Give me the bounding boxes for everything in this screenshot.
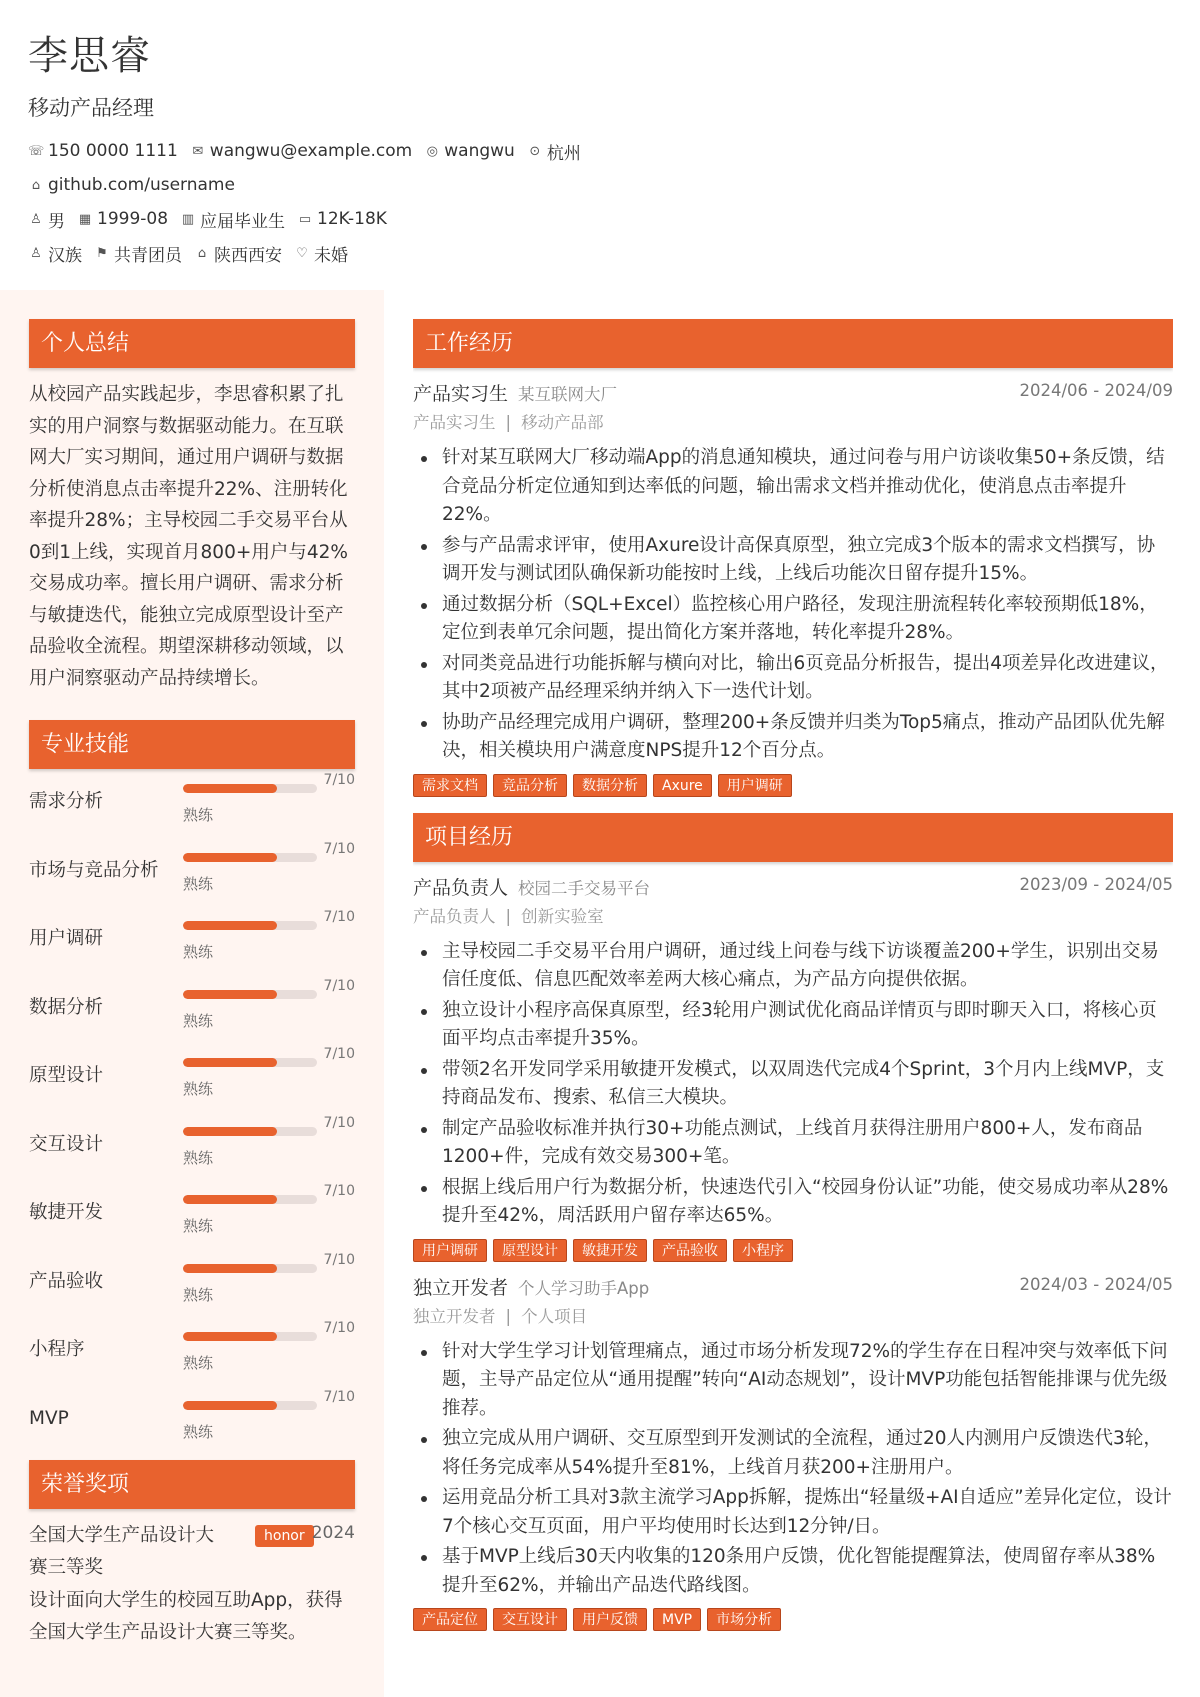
entry-separator: | — [505, 1306, 512, 1326]
skill-score: 7/10 — [323, 977, 355, 994]
bullet-item: 独立设计小程序高保真原型，经3轮用户测试优化商品详情页与即时聊天入口，将核心页面平均点击率提升35%。 — [413, 997, 1173, 1054]
ethnicity-item — [28, 241, 82, 266]
skill-bar — [183, 921, 317, 930]
entry-organization: 校园二手交易平台 — [518, 878, 651, 898]
entry-tags — [413, 774, 1173, 797]
entry-date: 2024/03 - 2024/05 — [1019, 1274, 1173, 1294]
skill-meter — [183, 1115, 355, 1173]
skill-row — [29, 1317, 355, 1386]
gender-item — [28, 207, 65, 232]
resume-header — [0, 0, 1200, 290]
location-pin-icon: ⊙ — [529, 143, 541, 159]
bullet-item: 协助产品经理完成用户调研，整理200+条反馈并归类为Top5痛点，推动产品团队优先解决，相关模块用户满意度NPS提升12个百分点。 — [413, 709, 1173, 766]
bullet-item: 针对大学生学习计划管理痛点，通过市场分析发现72%的学生存在日程冲突与效率低下问题，主导产品定位从“通用提醒”转向“AI动态规划”，设计MVP功能包括智能排课与优先级推荐。 — [413, 1338, 1173, 1424]
skill-score: 7/10 — [323, 1320, 355, 1336]
skill-bar-fill — [183, 1127, 277, 1136]
ethnicity-text: 汉族 — [48, 245, 82, 266]
skill-tag: 用户调研 — [413, 1239, 487, 1262]
honor-description: 设计面向大学生的校园互助App，获得全国大学生产品设计大赛三等奖。 — [29, 1590, 343, 1643]
skill-name: 敏捷开发 — [29, 1202, 104, 1223]
entry-organization: 个人学习助手App — [518, 1278, 650, 1298]
skill-level: 熟练 — [183, 1422, 214, 1441]
skill-level: 熟练 — [183, 806, 214, 824]
email-text: wangwu@example.com — [209, 141, 413, 161]
github-item[interactable] — [28, 175, 235, 195]
skill-tag: 原型设计 — [493, 1239, 567, 1262]
experience-entry — [413, 379, 1173, 797]
project-entries — [413, 873, 1173, 1632]
political-text: 共青团员 — [114, 245, 182, 266]
skill-name: 需求分析 — [29, 791, 104, 812]
right-column — [413, 290, 1173, 1697]
skill-level: 熟练 — [183, 1148, 214, 1167]
skill-row — [29, 769, 355, 838]
honors-section — [29, 1460, 355, 1648]
skill-bar — [183, 1264, 317, 1273]
entry-title: 产品负责人 — [413, 876, 509, 899]
skill-bar — [183, 1401, 317, 1410]
money-icon: ▭ — [298, 211, 312, 227]
skill-row — [29, 1249, 355, 1318]
skill-bar-fill — [183, 1058, 277, 1067]
marital-item — [294, 241, 348, 266]
github-icon: ⌂ — [31, 177, 41, 193]
hometown-item — [194, 241, 282, 266]
skill-meter — [183, 1320, 355, 1378]
skill-meter — [183, 1252, 355, 1310]
entry-subtitle — [413, 904, 1173, 930]
skill-tag: 产品定位 — [413, 1608, 487, 1631]
honors-heading: 荣誉奖项 — [29, 1460, 355, 1509]
hometown-text: 陕西西安 — [214, 245, 282, 266]
entry-department: 创新实验室 — [521, 906, 604, 926]
entry-tags — [413, 1239, 1173, 1262]
entry-header — [413, 873, 1173, 903]
candidate-name: 李思睿 — [28, 33, 151, 79]
skill-bar — [183, 1058, 317, 1067]
skill-bar — [183, 853, 317, 862]
skill-row — [29, 975, 355, 1044]
skill-meter — [183, 978, 355, 1036]
calendar-icon: ▦ — [78, 211, 92, 227]
skill-level: 熟练 — [183, 1217, 214, 1235]
heart-icon: ♡ — [296, 245, 308, 261]
skill-bar-fill — [183, 1332, 277, 1341]
skill-bar — [183, 990, 317, 999]
skills-heading: 专业技能 — [29, 720, 355, 769]
skill-score: 7/10 — [323, 1046, 355, 1062]
skill-name: 市场与竞品分析 — [29, 859, 159, 881]
skill-score: 7/10 — [323, 772, 355, 788]
status-item — [180, 207, 285, 232]
flag-icon: ⚑ — [96, 245, 108, 261]
entry-date: 2024/06 - 2024/09 — [1019, 381, 1173, 400]
honor-item — [29, 1520, 355, 1648]
birth-item — [77, 209, 168, 229]
skill-meter — [183, 1183, 355, 1241]
skill-tag: 产品验收 — [653, 1239, 727, 1262]
skill-row — [29, 1112, 355, 1181]
entry-role: 产品负责人 — [413, 906, 496, 926]
work-entries — [413, 379, 1173, 797]
skill-level: 熟练 — [183, 1080, 214, 1098]
entry-title: 独立开发者 — [413, 1276, 509, 1299]
bullet-item: 根据上线后用户行为数据分析，快速迭代引入“校园身份认证”功能，使交易成功率从28%提升至42%，周活跃用户留存率达65%。 — [413, 1174, 1173, 1231]
entry-department: 移动产品部 — [521, 413, 604, 432]
skill-level: 熟练 — [183, 874, 214, 893]
bullet-item: 基于MVP上线后30天内收集的120条用户反馈，优化智能提醒算法，使周留存率从38%提升至62%，并输出产品迭代路线图。 — [413, 1543, 1173, 1600]
skill-score: 7/10 — [323, 909, 355, 925]
skill-row — [29, 1180, 355, 1249]
entry-separator: | — [505, 906, 512, 926]
github-text: github.com/username — [48, 175, 235, 195]
honor-title: 全国大学生产品设计大赛三等奖 — [29, 1525, 215, 1578]
left-column — [0, 290, 384, 1697]
skill-bar-fill — [183, 1401, 277, 1410]
entry-role: 产品实习生 — [413, 413, 496, 432]
skill-name: 小程序 — [29, 1339, 85, 1360]
experience-entry — [413, 1273, 1173, 1632]
skills-section — [29, 720, 355, 1454]
entry-bullets — [413, 444, 1173, 766]
skill-bar-fill — [183, 1195, 277, 1204]
salary-item — [297, 209, 387, 229]
skill-meter — [183, 1046, 355, 1104]
skill-row — [29, 906, 355, 975]
skill-name: 数据分析 — [29, 996, 104, 1018]
city-item — [527, 139, 581, 164]
skill-name: 交互设计 — [29, 1133, 104, 1155]
bullet-item: 带领2名开发同学采用敏捷开发模式，以双周迭代完成4个Sprint，3个月内上线MVP，支持商品发布、搜索、私信三大模块。 — [413, 1056, 1173, 1113]
skill-row — [29, 1386, 355, 1455]
skill-tag: 小程序 — [733, 1239, 793, 1262]
entry-bullets — [413, 938, 1173, 1231]
skill-tag: Axure — [653, 774, 712, 797]
bullet-item: 运用竞品分析工具对3款主流学习App拆解，提炼出“轻量级+AI自适应”差异化定位，设计7个核心交互页面，用户平均使用时长达到12分钟/日。 — [413, 1484, 1173, 1541]
personal-line-1 — [28, 202, 1200, 236]
skill-bar-fill — [183, 784, 277, 793]
skill-bar — [183, 784, 317, 793]
job-title: 移动产品经理 — [28, 96, 154, 120]
summary-text: 从校园产品实践起步，李思睿积累了扎实的用户洞察与数据驱动能力。在互联网大厂实习期间，通过用户调研与数据分析使消息点击率提升22%、注册转化率提升28%；主导校园二手交易平台从0到1上线，实现首月800+用户与42%交易成功率。擅长用户调研、需求分析与敏捷迭代，能独立完成原型设计至产品验收全流程。期望深耕移动领域，以用户洞察驱动产品持续增长。 — [29, 384, 348, 689]
phone-text: 150 0000 1111 — [48, 141, 178, 161]
skill-tag: 市场分析 — [707, 1608, 781, 1631]
github-line — [28, 168, 1200, 202]
gender-text: 男 — [48, 211, 65, 232]
bullet-item: 对同类竞品进行功能拆解与横向对比，输出6页竞品分析报告，提出4项差异化改进建议，其中2项被产品经理采纳并纳入下一迭代计划。 — [413, 650, 1173, 707]
skill-score: 7/10 — [323, 1114, 355, 1131]
skill-tag: 用户调研 — [718, 774, 792, 797]
phone-icon: ☏ — [28, 143, 45, 159]
contact-line — [28, 134, 1200, 168]
bullet-item: 针对某互联网大厂移动端App的消息通知模块，通过问卷与用户访谈收集50+条反馈，结合竞品分析定位通知到达率低的问题，输出需求文档并推动优化，使消息点击率提升22%。 — [413, 444, 1173, 530]
bullet-item: 参与产品需求评审，使用Axure设计高保真原型，独立完成3个版本的需求文档撰写，协调开发与测试团队确保新功能按时上线，上线后功能次日留存提升15%。 — [413, 532, 1173, 589]
skill-tag: 竞品分析 — [493, 774, 567, 797]
skill-name: 产品验收 — [29, 1270, 104, 1292]
skill-tag: MVP — [653, 1608, 701, 1631]
honor-badge: honor — [255, 1525, 314, 1547]
work-heading: 工作经历 — [413, 319, 1173, 368]
skill-meter — [183, 841, 355, 899]
skill-bar-fill — [183, 1264, 277, 1273]
person-icon: ♙ — [30, 211, 42, 227]
entry-date: 2023/09 - 2024/05 — [1019, 874, 1173, 894]
bullet-item: 主导校园二手交易平台用户调研，通过线上问卷与线下访谈覆盖200+学生，识别出交易信任度低、信息匹配效率差两大核心痛点，为产品方向提供依据。 — [413, 938, 1173, 995]
entry-role: 独立开发者 — [413, 1306, 496, 1326]
skill-name: 原型设计 — [29, 1065, 104, 1086]
skill-bar — [183, 1127, 317, 1136]
city-text: 杭州 — [546, 143, 581, 164]
entry-subtitle — [413, 410, 1173, 436]
political-item — [94, 241, 182, 266]
experience-entry — [413, 873, 1173, 1262]
skill-level: 熟练 — [183, 943, 214, 961]
skill-meter — [183, 772, 355, 830]
entry-separator: | — [505, 413, 512, 432]
skill-level: 熟练 — [183, 1011, 214, 1030]
entry-header — [413, 379, 1173, 409]
bullet-item: 通过数据分析（SQL+Excel）监控核心用户路径，发现注册流程转化率较预期低18%，定位到表单冗余问题，提出简化方案并落地，转化率提升28%。 — [413, 591, 1173, 648]
building-icon: ▥ — [181, 211, 195, 227]
skill-tag: 需求文档 — [413, 774, 487, 797]
entry-organization: 某互联网大厂 — [518, 385, 618, 404]
skill-bar — [183, 1332, 317, 1341]
bullet-item: 制定产品验收标准并执行30+功能点测试，上线首月获得注册用户800+人，发布商品1200+件，完成有效交易300+笔。 — [413, 1115, 1173, 1172]
salary-text: 12K-18K — [317, 209, 387, 229]
skill-score: 7/10 — [323, 1183, 355, 1199]
marital-text: 未婚 — [314, 245, 348, 266]
email-item[interactable] — [190, 141, 412, 161]
honor-year: 2024 — [311, 1523, 355, 1543]
skill-bar-fill — [183, 921, 277, 930]
wechat-item — [424, 141, 515, 161]
mail-icon: ✉ — [192, 143, 204, 159]
personal-line-2 — [28, 236, 1200, 270]
entry-subtitle — [413, 1304, 1173, 1330]
home-icon: ⌂ — [197, 245, 207, 261]
skill-bar-fill — [183, 853, 277, 862]
skill-tag: 用户反馈 — [573, 1608, 647, 1631]
skill-level: 熟练 — [183, 1354, 214, 1372]
skill-level: 熟练 — [183, 1285, 214, 1304]
status-text: 应届毕业生 — [200, 211, 286, 232]
skill-tag: 数据分析 — [573, 774, 647, 797]
birth-text: 1999-08 — [97, 209, 169, 229]
skill-bar-fill — [183, 990, 277, 999]
skill-score: 7/10 — [323, 1388, 355, 1405]
entry-title: 产品实习生 — [413, 383, 509, 405]
skills-list — [29, 769, 355, 1454]
bullet-item: 独立完成从用户调研、交互原型到开发测试的全流程，通过20人内测用户反馈迭代3轮，将任务完成率从54%提升至81%，上线首月获200+注册用户。 — [413, 1425, 1173, 1482]
skill-name: 用户调研 — [29, 928, 104, 949]
skill-meter — [183, 909, 355, 967]
projects-heading: 项目经历 — [413, 813, 1173, 862]
skill-row — [29, 1043, 355, 1112]
wechat-icon: ◎ — [426, 143, 438, 159]
phone-item[interactable] — [28, 141, 178, 161]
people-icon: ♙ — [30, 245, 42, 261]
skill-row — [29, 838, 355, 907]
summary-heading: 个人总结 — [29, 319, 355, 368]
skill-tag: 交互设计 — [493, 1608, 567, 1631]
skill-tag: 敏捷开发 — [573, 1239, 647, 1262]
skill-meter — [183, 1389, 355, 1447]
entry-header — [413, 1273, 1173, 1303]
skill-name: MVP — [29, 1407, 69, 1429]
entry-tags — [413, 1608, 1173, 1631]
skill-score: 7/10 — [323, 1251, 355, 1268]
entry-department: 个人项目 — [521, 1306, 588, 1326]
entry-bullets — [413, 1338, 1173, 1601]
wechat-text: wangwu — [444, 141, 515, 161]
skill-bar — [183, 1195, 317, 1204]
skill-score: 7/10 — [323, 840, 355, 857]
